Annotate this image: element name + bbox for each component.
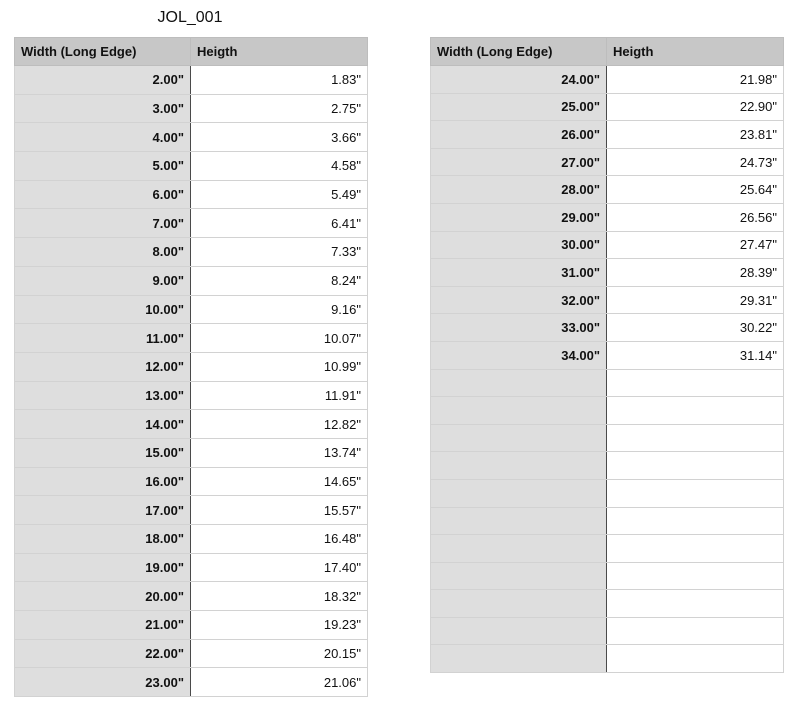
- height-cell[interactable]: [607, 645, 784, 673]
- width-cell[interactable]: [431, 617, 607, 645]
- height-cell[interactable]: 7.33": [191, 238, 368, 267]
- table-row: [431, 369, 784, 397]
- table-body: [15, 66, 368, 697]
- width-cell[interactable]: 7.00": [15, 209, 191, 238]
- table-row: [15, 209, 368, 238]
- width-cell[interactable]: 8.00": [15, 238, 191, 267]
- table-row: [431, 645, 784, 673]
- height-cell[interactable]: 5.49": [191, 180, 368, 209]
- height-cell[interactable]: 2.75": [191, 94, 368, 123]
- table-row: [15, 639, 368, 668]
- width-cell[interactable]: [431, 397, 607, 425]
- height-cell[interactable]: 6.41": [191, 209, 368, 238]
- table-row: [431, 203, 784, 231]
- height-cell[interactable]: 19.23": [191, 611, 368, 640]
- table-row: [15, 582, 368, 611]
- table-row: [15, 238, 368, 267]
- table-row: [431, 286, 784, 314]
- width-cell[interactable]: 5.00": [15, 152, 191, 181]
- width-column-header[interactable]: Width (Long Edge): [15, 38, 191, 66]
- table-row: [15, 180, 368, 209]
- height-column-header[interactable]: Heigth: [607, 38, 784, 66]
- width-cell[interactable]: [431, 562, 607, 590]
- width-cell[interactable]: 9.00": [15, 266, 191, 295]
- table-row: [431, 341, 784, 369]
- width-cell[interactable]: 29.00": [431, 203, 607, 231]
- width-cell[interactable]: 32.00": [431, 286, 607, 314]
- table-row: [15, 266, 368, 295]
- table-row: [15, 668, 368, 697]
- table-row: [15, 352, 368, 381]
- sheet-title: JOL_001: [157, 9, 223, 26]
- height-cell[interactable]: [607, 617, 784, 645]
- width-cell[interactable]: 28.00": [431, 176, 607, 204]
- width-cell[interactable]: 14.00": [15, 410, 191, 439]
- table-row: [15, 66, 368, 95]
- table-row: [15, 467, 368, 496]
- width-cell[interactable]: 12.00": [15, 352, 191, 381]
- height-cell[interactable]: 20.15": [191, 639, 368, 668]
- width-cell[interactable]: [431, 369, 607, 397]
- width-cell[interactable]: 19.00": [15, 553, 191, 582]
- height-cell[interactable]: 1.83": [191, 66, 368, 95]
- table-row: [15, 152, 368, 181]
- width-cell[interactable]: 2.00": [15, 66, 191, 95]
- height-cell[interactable]: 10.99": [191, 352, 368, 381]
- width-cell[interactable]: 21.00": [15, 611, 191, 640]
- table-row: [431, 121, 784, 149]
- width-cell[interactable]: [431, 452, 607, 480]
- table-row: [15, 324, 368, 353]
- width-cell[interactable]: 25.00": [431, 93, 607, 121]
- width-cell[interactable]: 18.00": [15, 525, 191, 554]
- table-row: [15, 438, 368, 467]
- height-cell[interactable]: 23.81": [607, 121, 784, 149]
- table-row: [431, 507, 784, 535]
- header-row: [15, 38, 368, 66]
- height-cell[interactable]: [607, 590, 784, 618]
- height-cell[interactable]: 31.14": [607, 341, 784, 369]
- width-cell[interactable]: 13.00": [15, 381, 191, 410]
- table-row: [431, 479, 784, 507]
- width-cell[interactable]: 15.00": [15, 438, 191, 467]
- width-cell[interactable]: 23.00": [15, 668, 191, 697]
- table-row: [431, 93, 784, 121]
- height-cell[interactable]: 18.32": [191, 582, 368, 611]
- width-column-header[interactable]: Width (Long Edge): [431, 38, 607, 66]
- table-row: [431, 562, 784, 590]
- height-cell[interactable]: 15.57": [191, 496, 368, 525]
- width-cell[interactable]: 10.00": [15, 295, 191, 324]
- table-row: [15, 123, 368, 152]
- height-cell[interactable]: 25.64": [607, 176, 784, 204]
- height-cell[interactable]: 28.39": [607, 259, 784, 287]
- height-column-header[interactable]: Heigth: [191, 38, 368, 66]
- table-row: [431, 424, 784, 452]
- table-row: [431, 259, 784, 287]
- table-row: [15, 553, 368, 582]
- width-cell[interactable]: [431, 590, 607, 618]
- table-row: [15, 496, 368, 525]
- table-row: [431, 590, 784, 618]
- table-row: [431, 617, 784, 645]
- height-cell[interactable]: 3.66": [191, 123, 368, 152]
- height-cell[interactable]: 4.58": [191, 152, 368, 181]
- height-cell[interactable]: [607, 507, 784, 535]
- width-cell[interactable]: [431, 535, 607, 563]
- width-cell[interactable]: 26.00": [431, 121, 607, 149]
- width-cell[interactable]: [431, 424, 607, 452]
- table-row: [15, 94, 368, 123]
- table-row: [431, 452, 784, 480]
- width-cell[interactable]: 20.00": [15, 582, 191, 611]
- height-cell[interactable]: 21.06": [191, 668, 368, 697]
- height-cell[interactable]: [607, 424, 784, 452]
- width-cell[interactable]: 4.00": [15, 123, 191, 152]
- height-cell[interactable]: 17.40": [191, 553, 368, 582]
- height-cell[interactable]: 21.98": [607, 66, 784, 94]
- height-cell[interactable]: 14.65": [191, 467, 368, 496]
- width-cell[interactable]: [431, 479, 607, 507]
- width-cell[interactable]: 27.00": [431, 148, 607, 176]
- height-cell[interactable]: 26.56": [607, 203, 784, 231]
- table-row: [15, 295, 368, 324]
- width-cell[interactable]: 30.00": [431, 231, 607, 259]
- height-cell[interactable]: 9.16": [191, 295, 368, 324]
- header-row: [431, 38, 784, 66]
- width-cell[interactable]: 33.00": [431, 314, 607, 342]
- size-table-right: [430, 37, 784, 673]
- height-cell[interactable]: 12.82": [191, 410, 368, 439]
- height-cell[interactable]: 16.48": [191, 525, 368, 554]
- width-cell[interactable]: [431, 645, 607, 673]
- table-row: [15, 410, 368, 439]
- table-body: [431, 66, 784, 673]
- height-cell[interactable]: [607, 479, 784, 507]
- table-row: [431, 176, 784, 204]
- height-cell[interactable]: 8.24": [191, 266, 368, 295]
- height-cell[interactable]: [607, 562, 784, 590]
- width-cell[interactable]: 11.00": [15, 324, 191, 353]
- width-cell[interactable]: 34.00": [431, 341, 607, 369]
- height-cell[interactable]: 10.07": [191, 324, 368, 353]
- width-cell[interactable]: 3.00": [15, 94, 191, 123]
- height-cell[interactable]: [607, 452, 784, 480]
- height-cell[interactable]: 30.22": [607, 314, 784, 342]
- height-cell[interactable]: [607, 535, 784, 563]
- height-cell[interactable]: 24.73": [607, 148, 784, 176]
- width-cell[interactable]: [431, 507, 607, 535]
- width-cell[interactable]: 31.00": [431, 259, 607, 287]
- table-row: [15, 611, 368, 640]
- width-cell[interactable]: 6.00": [15, 180, 191, 209]
- height-cell[interactable]: 11.91": [191, 381, 368, 410]
- size-table-left: [14, 37, 368, 697]
- height-cell[interactable]: 22.90": [607, 93, 784, 121]
- height-cell[interactable]: 29.31": [607, 286, 784, 314]
- table-row: [15, 525, 368, 554]
- height-cell[interactable]: [607, 397, 784, 425]
- height-cell[interactable]: [607, 369, 784, 397]
- height-cell[interactable]: 13.74": [191, 438, 368, 467]
- table-row: [431, 148, 784, 176]
- table-row: [431, 66, 784, 94]
- width-cell[interactable]: 17.00": [15, 496, 191, 525]
- height-cell[interactable]: 27.47": [607, 231, 784, 259]
- table-row: [431, 535, 784, 563]
- width-cell[interactable]: 16.00": [15, 467, 191, 496]
- width-cell[interactable]: 22.00": [15, 639, 191, 668]
- table-row: [431, 397, 784, 425]
- table-row: [431, 231, 784, 259]
- table-row: [15, 381, 368, 410]
- table-row: [431, 314, 784, 342]
- width-cell[interactable]: 24.00": [431, 66, 607, 94]
